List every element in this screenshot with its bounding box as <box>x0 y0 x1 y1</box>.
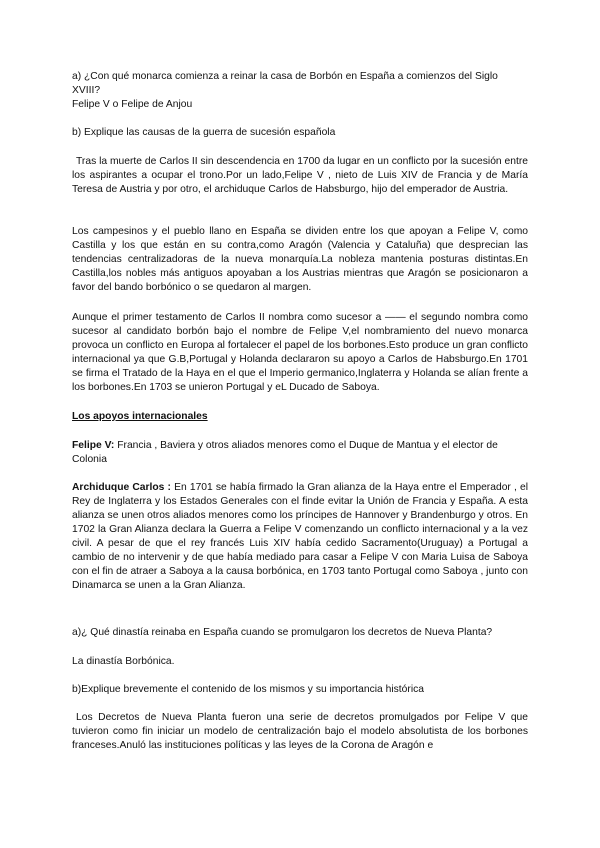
carlos-text: En 1701 se había firmado la Gran alianza de la Haya entre el Emperador , el Rey de Inglaterra y los Estados Generales con el finde evitar la Unión de Francia y España. A esta alianza se unen otros aliados menores como los príncipes de Hannover y Brandenburgo y otros. En 1702 la Gran Alianza declara la Guerra a Felipe V comenzando un conflicto internacional y a la vez civil. A pesar de que el rey francés Luis XIV había cedido Sacramento(Uruguay) a Portugal a cambio de no intervenir y de que había mediado para casar a Felipe V con Maria Luisa de Saboya con el fin de atraer a Saboya a la causa borbónica, en 1703 tanto Portugal como Saboya , junto con Dinamarca se unen a la Gran Alianza. <box>72 482 529 591</box>
paragraph-social-division: Los campesinos y el pueblo llano en España se dividen entre los que apoyan a Felipe V, como Castilla y los que están en su contra,como Aragón (Valencia y Cataluña) que desprecian las tendencias centralizadoras de la nueva monarquía.La nobleza mantenia posturas distintas.En Castilla,los nobles más antiguos apoyaban a los Austrias mientras que Aragón se posicionaron a favor del bando borbónico o se quedaron al margen. <box>72 226 528 293</box>
paragraph-succession-cause: Tras la muerte de Carlos II sin descendencia en 1700 da lugar en un conflicto por la sucesión entre los aspirantes a ocupar el trono.Por un lado,Felipe V , nieto de Luis XIV de Francia y de María Teresa de Austria y por otro, el archiduque Carlos de Habsburgo, hijo del emperador de Austria. <box>72 156 528 195</box>
answer-3: La dinastía Borbónica. <box>72 656 175 667</box>
felipe-text: Francia , Baviera y otros aliados menores como el Duque de Mantua y el elector de Colonia <box>72 440 498 465</box>
question-2: b) Explique las causas de la guerra de sucesión española <box>72 127 336 138</box>
paragraph-testament: Aunque el primer testamento de Carlos II nombra como sucesor a —— el segundo nombra como sucesor al candidato borbón bajo el nombre de Felipe V,el nombramiento del nuevo monarca provoca un conflicto en Europa al fortalecer el papel de los borbones.Esto produce un gran conflicto internacional ya que G.B,Portugal y Holanda declararon su apoyo a Carlos de Habsburgo.En 1701 se firma el Tratado de la Haya en el que el Imperio germanico,Inglaterra y Holanda se alían frente a los borbones.En 1703 se unieron Portugal y eL Ducado de Saboya. <box>72 312 528 393</box>
paragraph-carlos-support <box>72 481 528 593</box>
paragraph-felipe-support <box>72 439 528 467</box>
paragraph-nueva-planta: Los Decretos de Nueva Planta fueron una serie de decretos promulgados por Felipe V que tuvieron como fin iniciar un modelo de centralización bajo el modelo absolutista de los borbones franceses.Anuló las instituciones políticas y las leyes de la Corona de Aragón e <box>72 712 528 751</box>
question-4: b)Explique brevemente el contenido de los mismos y su importancia histórica <box>72 684 424 695</box>
answer-1: Felipe V o Felipe de Anjou <box>72 99 193 110</box>
section-heading-apoyos: Los apoyos internacionales <box>72 411 208 422</box>
question-3: a)¿ Qué dinastía reinaba en España cuando se promulgaron los decretos de Nueva Planta? <box>72 627 493 638</box>
felipe-label: Felipe V: <box>72 440 115 451</box>
question-1: a) ¿Con qué monarca comienza a reinar la casa de Borbón en España a comienzos del Siglo XVIII? <box>72 71 498 96</box>
carlos-label: Archiduque Carlos : <box>72 482 171 493</box>
